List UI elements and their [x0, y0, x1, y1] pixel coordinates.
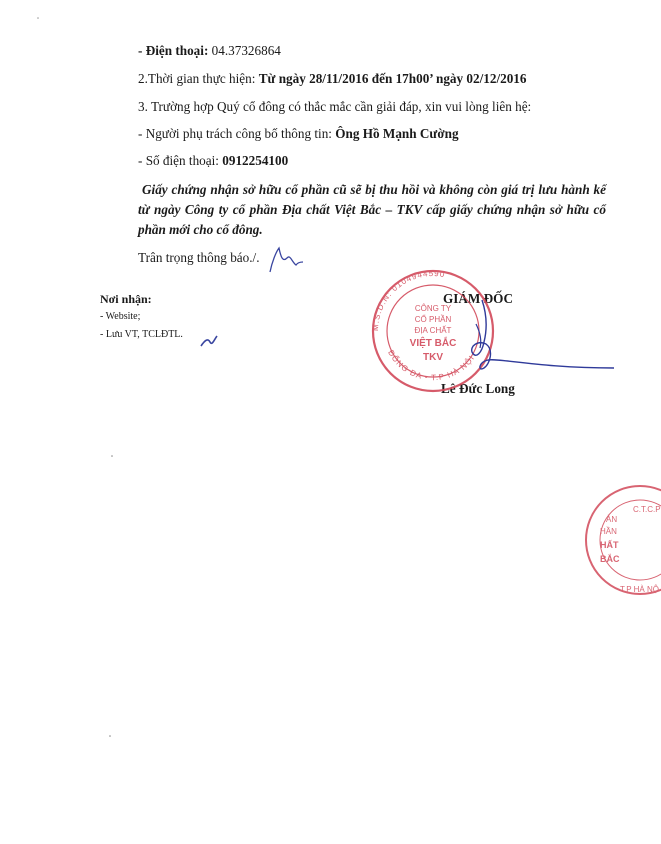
seal-line: CÔNG TY — [414, 304, 452, 313]
person-prefix: - Người phụ trách công bố thông tin: — [138, 126, 336, 141]
phone-value: 04.37326864 — [211, 43, 281, 58]
signer-name: Lê Đức Long — [441, 381, 515, 396]
mobile-prefix: - Số điện thoại: — [138, 153, 223, 168]
seal-bottom-text: ĐỐNG ĐA - T.P HÀ NỘI — [386, 348, 477, 383]
seal-line: CỔ PHẦN — [414, 315, 452, 324]
company-seal — [371, 269, 493, 391]
initials-mark — [270, 248, 303, 272]
edge-seal-ring-text: C.T.C.P — [633, 505, 661, 514]
recipient-item: - Website; — [100, 311, 141, 322]
closing-line: Trân trọng thông báo./. — [138, 250, 260, 265]
edge-seal-bottom-text: T.P HÀ NỘ — [620, 585, 659, 594]
signer-title: GIÁM ĐỐC — [443, 291, 513, 306]
recipient-item: - Lưu VT, TCLĐTL. — [100, 329, 183, 340]
notice-paragraph: Giấy chứng nhận sở hữu cổ phần cũ sẽ bị thu hồi và không còn giá trị lưu hành kể từ ngày Công ty cổ phần Địa chất Việt Bắc – TKV cấp giấy chứng nhận sở hữu cổ phần mới cho cổ đông. — [138, 182, 606, 237]
time-value: Từ ngày 28/11/2016 đến 17h00’ ngày 02/12/2016 — [258, 71, 527, 86]
edge-seal-line: HẤT — [600, 540, 619, 550]
seal-ring-text: M.S.D.N: 0104944590 — [370, 268, 447, 332]
edge-seal-line: HẦN — [600, 527, 617, 536]
recipients-title: Nơi nhận: — [100, 292, 152, 306]
contact-intro: 3. Trường hợp Quý cổ đông có thắc mắc cần giải đáp, xin vui lòng liên hệ: — [138, 99, 532, 114]
edge-seal — [586, 486, 661, 594]
time-prefix: 2.Thời gian thực hiện: — [138, 71, 259, 86]
mobile-value: 0912254100 — [222, 153, 289, 168]
initials-mark — [201, 336, 217, 346]
seal-line: ĐỊA CHẤT — [414, 326, 452, 335]
phone-label: - Điện thoại: — [138, 43, 212, 58]
seal-line: VIỆT BẮC — [409, 338, 457, 349]
edge-seal-line: BẮC — [600, 554, 620, 564]
person-value: Ông Hồ Mạnh Cường — [335, 126, 459, 141]
seal-line: TKV — [423, 352, 443, 363]
edge-seal-line: ÀN — [606, 515, 618, 524]
